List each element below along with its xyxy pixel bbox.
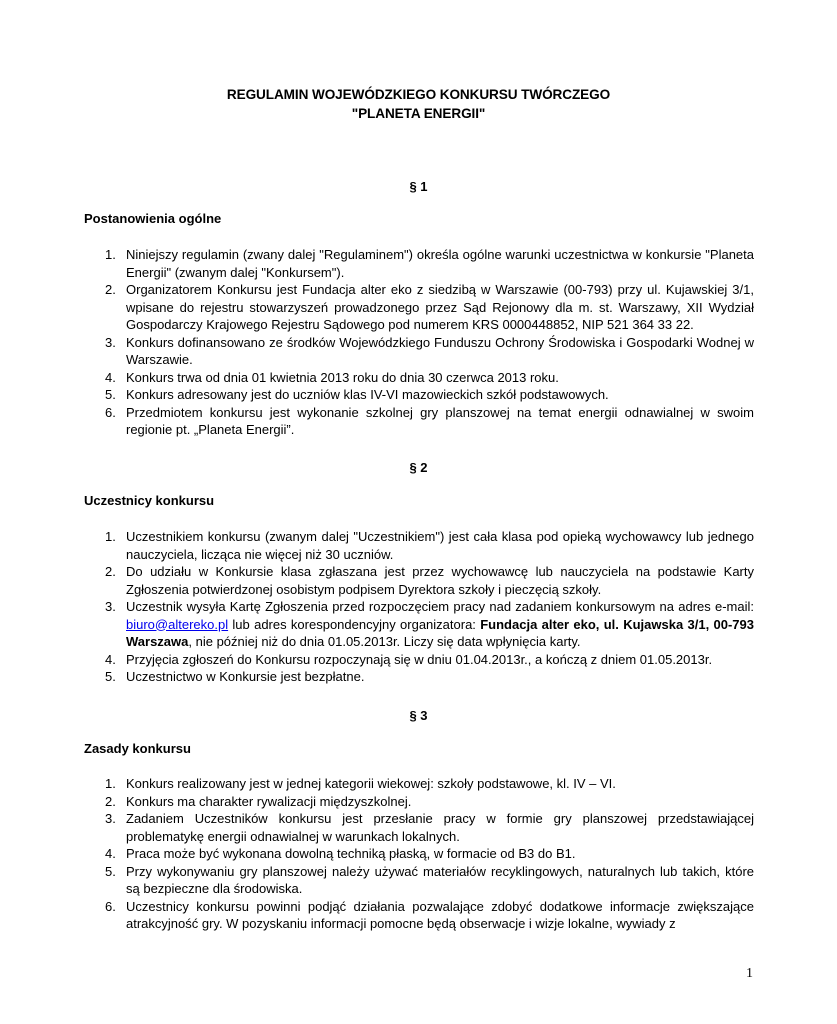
list-item xyxy=(84,563,754,598)
item-text: Zadaniem Uczestników konkursu jest przesłanie pracy w formie gry planszowej przedstawiającej problematykę energii odnawialnej w warunkach lokalnych. xyxy=(126,811,754,844)
list-item xyxy=(84,651,754,669)
section-2-list xyxy=(84,528,754,686)
section-3-paragraph-mark: § 3 xyxy=(409,708,428,723)
item-number: 1. xyxy=(105,247,116,262)
item-text: Organizatorem Konkursu jest Fundacja alter eko z siedzibą w Warszawie (00-793) przy ul. Kujawskiej 3/1, wpisane do rejestru stowarzyszeń prowadzonego przez Sąd Rejonowy dla m. st. Warszawy, XII Wydział Gospodarczy Krajowego Rejestru Sądowego pod numerem KRS 0000448852, NIP 521 364 33 22. xyxy=(126,282,754,332)
item-text: Przy wykonywaniu gry planszowej należy używać materiałów recyklingowych, naturalnych lub takich, które są bezpieczne dla środowiska. xyxy=(126,863,754,896)
item-number: 3. xyxy=(105,599,116,614)
document-title-line2: "PLANETA ENERGII" xyxy=(351,106,486,121)
item-text: Przedmiotem konkursu jest wykonanie szkolnej gry planszowej na temat energii odnawialnej w swoim regionie pt. „Planeta Energii”. xyxy=(126,404,754,437)
item-number: 5. xyxy=(105,863,116,879)
item-text: Uczestnicy konkursu powinni podjąć działania pozwalające zdobyć dodatkowe informacje zwiększające atrakcyjność gry. W pozyskaniu informacji pomocne będą obserwacje i wizje lokalne, wywiady z xyxy=(126,898,754,931)
item-text: Praca może być wykonana dowolną techniką płaską, w formacie od B3 do B1. xyxy=(126,846,576,861)
item-text: Konkurs realizowany jest w jednej kategorii wiekowej: szkoły podstawowe, kl. IV – VI. xyxy=(126,776,616,791)
item-number: 3. xyxy=(105,811,116,826)
item-text: Niniejszy regulamin (zwany dalej "Regulaminem") określa ogólne warunki uczestnictwa w konkursie "Planeta Energii" (zwanym dalej "Konkursem"). xyxy=(126,247,754,280)
list-item xyxy=(84,668,754,686)
section-2-paragraph-mark: § 2 xyxy=(409,460,428,475)
item-text: Uczestnictwo w Konkursie jest bezpłatne. xyxy=(126,669,365,684)
item-number: 4. xyxy=(105,369,116,385)
list-item xyxy=(84,334,754,369)
item-number: 1. xyxy=(105,529,116,544)
item-text-b: lub adres korespondencyjny organizatora: xyxy=(228,616,481,632)
item-text: Konkurs ma charakter rywalizacji międzyszkolnej. xyxy=(126,793,412,809)
page-number: 1 xyxy=(746,966,753,981)
item-number: 4. xyxy=(105,846,116,861)
list-item xyxy=(84,386,754,404)
list-item xyxy=(84,281,754,334)
list-item xyxy=(84,246,754,281)
section-3-list xyxy=(84,775,754,933)
list-item xyxy=(84,845,754,863)
list-item xyxy=(84,404,754,439)
section-1-list xyxy=(84,246,754,439)
list-item xyxy=(84,863,754,898)
item-number: 6. xyxy=(105,898,116,914)
list-item xyxy=(84,528,754,563)
organizer-address: Fundacja alter eko, ul. Kujawska 3/1, 00-793 Warszawa xyxy=(126,616,754,649)
item-text: Konkurs adresowany jest do uczniów klas IV-VI mazowieckich szkół podstawowych. xyxy=(126,387,609,402)
section-2-heading: Uczestnicy konkursu xyxy=(84,493,215,508)
item-number: 5. xyxy=(105,669,116,684)
section-3-heading: Zasady konkursu xyxy=(84,741,191,756)
list-item xyxy=(84,369,754,387)
list-item xyxy=(84,775,754,793)
section-1-heading: Postanowienia ogólne xyxy=(84,211,222,226)
list-item xyxy=(84,810,754,845)
item-number: 1. xyxy=(105,776,116,791)
item-text: Konkurs trwa od dnia 01 kwietnia 2013 roku do dnia 30 czerwca 2013 roku. xyxy=(126,369,559,385)
item-text: Przyjęcia zgłoszeń do Konkursu rozpoczynają się w dniu 01.04.2013r., a kończą z dniem 01.05.2013r. xyxy=(126,651,713,667)
document-title-line1: REGULAMIN WOJEWÓDZKIEGO KONKURSU TWÓRCZEGO xyxy=(226,87,611,102)
list-item xyxy=(84,898,754,933)
item-text-a: Uczestnik wysyła Kartę Zgłoszenia przed rozpoczęciem pracy nad zadaniem konkursowym na adres e-mail: xyxy=(126,599,754,614)
item-number: 6. xyxy=(105,404,116,420)
list-item xyxy=(84,793,754,811)
item-text: Do udziału w Konkursie klasa zgłaszana jest przez wychowawcę lub nauczyciela na podstawie Karty Zgłoszenia potwierdzonej osobistym podpisem Dyrektora szkoły i pieczęcią szkoły. xyxy=(126,564,754,597)
item-number: 5. xyxy=(105,387,116,402)
item-number: 3. xyxy=(105,334,116,350)
item-text: Konkurs dofinansowano ze środków Wojewódzkiego Funduszu Ochrony Środowiska i Gospodarki Wodnej w Warszawie. xyxy=(126,334,754,367)
item-number: 2. xyxy=(105,564,116,579)
email-link[interactable]: biuro@altereko.pl xyxy=(126,616,229,632)
section-1-paragraph-mark: § 1 xyxy=(409,179,428,194)
item-number: 2. xyxy=(105,793,116,809)
item-number: 4. xyxy=(105,651,116,667)
list-item xyxy=(84,598,754,651)
item-text: Uczestnikiem konkursu (zwanym dalej "Uczestnikiem") jest cała klasa pod opieką wychowawcy lub jednego nauczyciela, licząca nie więcej niż 30 uczniów. xyxy=(126,529,754,562)
item-text-c: , nie później niż do dnia 01.05.2013r. Liczy się data wpłynięcia karty. xyxy=(188,634,581,649)
item-number: 2. xyxy=(105,282,116,297)
